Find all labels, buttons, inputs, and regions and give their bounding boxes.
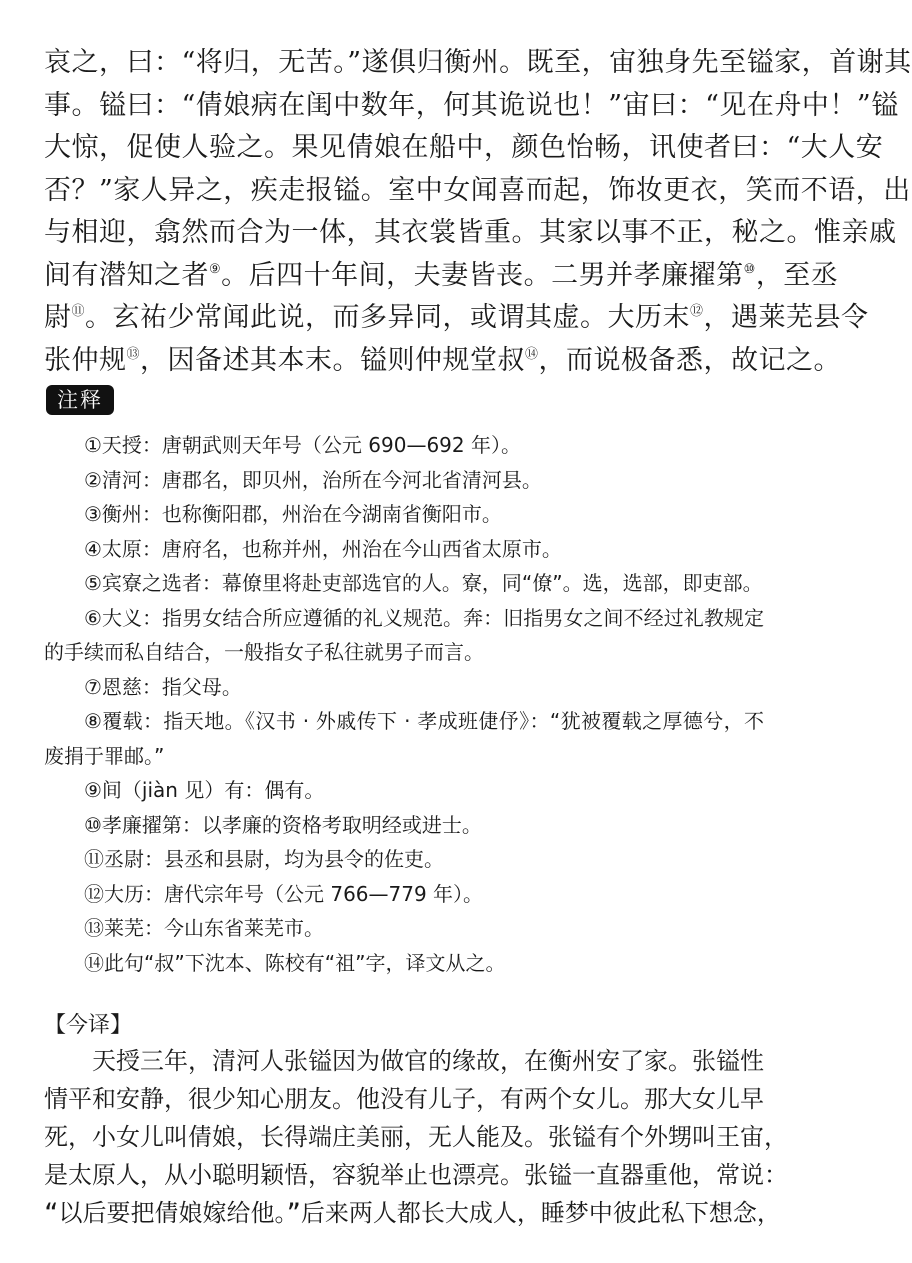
text-segment: 尉	[44, 302, 72, 333]
translation-heading: 【今译】	[44, 1013, 133, 1038]
footnote-marker: ⑪	[71, 304, 86, 319]
notes-list	[44, 428, 764, 980]
footnote-marker: ⑬	[126, 346, 141, 362]
text-line	[44, 297, 869, 340]
footnote-marker: ⑫	[690, 304, 704, 319]
translation-line: 情平和安静，很少知心朋友。他没有儿子，有两个女儿。那大女儿早	[44, 1085, 764, 1113]
note-item: ⑩孝廉擢第：以孝廉的资格考取明经或进士。	[84, 812, 482, 837]
note-item: ⑤宾寮之选者：幕僚里将赴吏部选官的人。寮，同“僚”。选，选部，即吏部。	[84, 571, 763, 595]
text-line: 哀之，曰：“将归，无苦。”遂俱归衡州。既至，宙独身先至镒家，首谢其	[44, 47, 912, 78]
text-segment: 。玄祐少常闻此说，而多异同，或谓其虚。大历末	[85, 302, 691, 333]
note-item: ⑥大义：指男女结合所应遵循的礼义规范。奔：旧指男女之间不经过礼教规定的手续而私自结合，一般指女子私往就男子而言。	[44, 605, 764, 664]
text-segment: ，因备述其本末。镒则仲规堂叔	[140, 344, 526, 376]
note-item: ①天授：唐朝武则天年号（公元 690—692 年）。	[84, 433, 521, 457]
text-line: 与相迎，翕然而合为一体，其衣裳皆重。其家以事不正，秘之。惟亲戚	[44, 217, 897, 248]
main-text	[44, 42, 912, 382]
text-segment: ，而说极备悉，故记之。	[538, 344, 842, 376]
text-segment: 间有潜知之者	[44, 259, 209, 291]
translation-line: 天授三年，清河人张镒因为做官的缘故，在衡州安了家。张镒性	[92, 1047, 764, 1075]
note-item: ⑬莱芜：今山东省莱芜市。	[84, 916, 324, 940]
footnote-marker: ⑨	[209, 261, 222, 277]
text-line	[44, 340, 842, 383]
note-item: ⑪丞尉：县丞和县尉，均为县令的佐吏。	[84, 847, 444, 871]
text-segment: ，至丞	[755, 259, 839, 291]
text-segment: ，遇莱芜县令	[703, 302, 869, 333]
text-line: 大惊，促使人验之。果见倩娘在船中，颜色怡畅，讯使者曰：“大人安	[44, 132, 884, 163]
text-line	[44, 255, 839, 298]
note-item: ⑭此句“叔”下沈本、陈校有“祖”字，译文从之。	[84, 950, 506, 975]
footnote-marker: ⑩	[743, 261, 756, 277]
note-item: ⑨间（jiàn 见）有：偶有。	[84, 778, 325, 802]
text-line: 事。镒曰：“倩娘病在闺中数年，何其诡说也！”宙曰：“见在舟中！”镒	[44, 89, 899, 121]
text-segment: 。后四十年间，夫妻皆丧。二男并孝廉擢第	[221, 259, 744, 291]
translation-text	[44, 1042, 788, 1232]
translation-line: “以后要把倩娘嫁给他。”后来两人都长大成人，睡梦中彼此私下想念，	[44, 1199, 781, 1227]
translation-line: 是太原人，从小聪明颖悟，容貌举止也漂亮。张镒一直器重他，常说：	[44, 1161, 788, 1189]
text-segment: 张仲规	[44, 344, 127, 376]
note-item: ⑦恩慈：指父母。	[84, 674, 242, 699]
note-item: ③衡州：也称衡阳郡，州治在今湖南省衡阳市。	[84, 502, 502, 526]
translation-line: 死，小女儿叫倩娘，长得端庄美丽，无人能及。张镒有个外甥叫王宙，	[44, 1123, 788, 1151]
note-item: ④太原：唐府名，也称并州，州治在今山西省太原市。	[84, 536, 562, 561]
note-item: ⑧覆载：指天地。《汉书 · 外戚传下 · 孝成班倢伃》：“犹被覆载之厚德兮，不废捐于罪邮。”	[44, 709, 764, 768]
note-item: ②清河：唐郡名，即贝州，治所在今河北省清河县。	[84, 467, 542, 492]
footnote-marker: ⑭	[525, 346, 539, 362]
notes-heading: 注释	[46, 385, 114, 415]
note-item: ⑫大历：唐代宗年号（公元 766—779 年）。	[84, 881, 484, 906]
text-line: 否？”家人异之，疾走报镒。室中女闻喜而起，饰妆更衣，笑而不语，出	[44, 174, 911, 206]
